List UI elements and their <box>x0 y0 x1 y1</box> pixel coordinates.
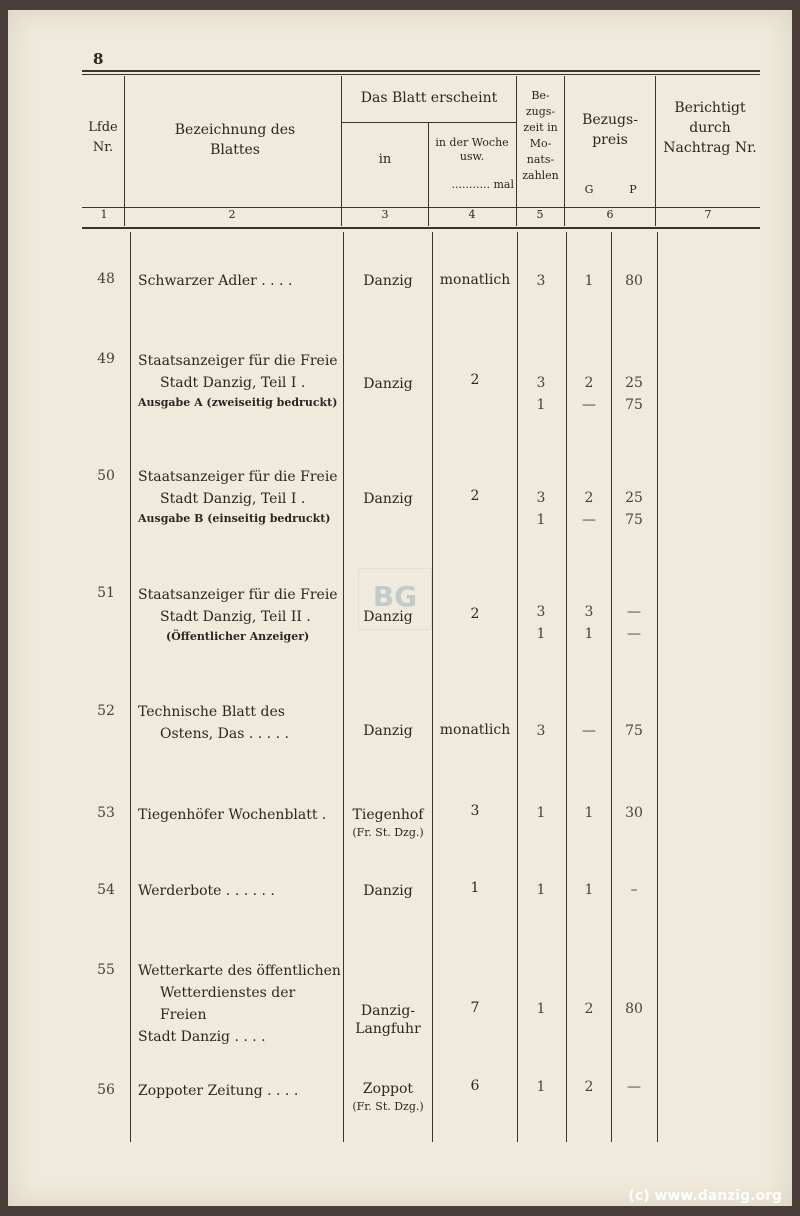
top-rule-thin <box>82 74 760 75</box>
row-nr: 51 <box>97 585 115 601</box>
column-number-5: 5 <box>536 208 544 221</box>
row-frequency: 1 <box>470 880 480 896</box>
header-col-line <box>124 76 125 226</box>
row-price-g: 1 <box>584 882 594 898</box>
column-number-1: 1 <box>100 208 108 221</box>
column-number-2: 2 <box>228 208 236 221</box>
row-price-g: 2 <box>584 1001 594 1017</box>
row-frequency: 2 <box>470 488 480 504</box>
header-col-line <box>516 76 517 226</box>
row-months: 3 1 <box>536 490 546 528</box>
library-stamp: BG <box>358 568 432 630</box>
row-title: Werderbote . . . . . . <box>138 883 275 899</box>
row-place: Zoppot (Fr. St. Dzg.) <box>352 1081 424 1113</box>
header-lfde-nr: Lfde Nr. <box>88 120 118 155</box>
column-number-3: 3 <box>381 208 389 221</box>
row-frequency: 6 <box>470 1078 480 1094</box>
row-price-g: 3 1 <box>584 604 594 642</box>
page-number: 8 <box>93 50 104 68</box>
row-title: Tiegenhöfer Wochenblatt . <box>138 807 327 823</box>
row-price-p: 30 <box>625 805 643 821</box>
header-mal: ........... mal <box>451 178 514 191</box>
row-place: Tiegenhof (Fr. St. Dzg.) <box>352 807 424 839</box>
row-title: Technische Blatt des Ostens, Das . . . . . <box>138 704 289 742</box>
row-price-p: 80 <box>625 1001 643 1017</box>
header-bezugszeit: Be-zugs-zeit in Mo-nats-zahlen <box>522 89 559 182</box>
row-title: Wetterkarte des öffentlichen Wetterdienstes der Freien Stadt Danzig . . . . <box>138 963 341 1045</box>
column-number-6: 6 <box>606 208 614 221</box>
row-months: 1 <box>536 1001 546 1017</box>
header-col-line <box>428 122 429 226</box>
row-nr: 49 <box>97 351 115 367</box>
row-place: Danzig <box>363 273 413 289</box>
header-berichtigt: Berichtigt durch Nachtrag Nr. <box>663 100 757 156</box>
row-months: 1 <box>536 805 546 821</box>
header-col-line <box>341 76 342 226</box>
row-title: Staatsanzeiger für die Freie Stadt Danzig, Teil I . Ausgabe B (einseitig bedruckt) <box>138 469 338 525</box>
row-nr: 52 <box>97 703 115 719</box>
row-title: Staatsanzeiger für die Freie Stadt Danzig, Teil II . (Öffentlicher Anzeiger) <box>138 587 338 643</box>
row-price-g: 1 <box>584 805 594 821</box>
row-frequency: 2 <box>470 372 480 388</box>
row-months: 3 <box>536 723 546 739</box>
row-frequency: monatlich <box>439 272 511 288</box>
row-place: Danzig- Langfuhr <box>355 1003 421 1037</box>
row-nr: 53 <box>97 805 115 821</box>
row-title: Staatsanzeiger für die Freie Stadt Danzig, Teil I . Ausgabe A (zweiseitig bedruckt) <box>138 353 338 409</box>
row-place: Danzig <box>363 376 413 392</box>
row-title: Schwarzer Adler . . . . <box>138 273 293 289</box>
header-g: G <box>584 183 594 196</box>
header-bezugspreis: Bezugs-preis <box>582 112 638 148</box>
row-price-g: — <box>582 723 596 739</box>
row-price-g: 2 — <box>582 375 596 413</box>
header-bezeichnung: Bezeichnung des Blattes <box>174 122 296 158</box>
row-place: Danzig <box>363 883 413 899</box>
row-place: Danzig <box>363 609 413 625</box>
row-price-p: 80 <box>625 273 643 289</box>
header-bottom-line <box>82 207 760 208</box>
row-price-g: 1 <box>584 273 594 289</box>
row-nr: 55 <box>97 962 115 978</box>
row-place: Danzig <box>363 723 413 739</box>
header-col-line <box>655 76 656 226</box>
row-title: Zoppoter Zeitung . . . . <box>138 1083 299 1099</box>
row-months: 3 1 <box>536 604 546 642</box>
row-months: 3 1 <box>536 375 546 413</box>
row-price-p: – <box>630 882 638 898</box>
row-months: 1 <box>536 882 546 898</box>
row-frequency: 7 <box>470 1000 480 1016</box>
top-rule <box>82 70 760 72</box>
row-months: 1 <box>536 1079 546 1095</box>
row-nr: 54 <box>97 882 115 898</box>
header-col-line <box>564 76 565 226</box>
row-price-p: — — <box>627 604 641 642</box>
row-frequency: 2 <box>470 606 480 622</box>
header-p: P <box>629 183 637 196</box>
row-frequency: monatlich <box>439 722 511 738</box>
row-price-p: 75 <box>625 723 643 739</box>
row-price-p: 25 75 <box>625 375 643 413</box>
row-nr: 56 <box>97 1082 115 1098</box>
column-number-4: 4 <box>468 208 476 221</box>
header-in-der-woche: in der Woche usw. <box>435 136 509 163</box>
row-nr: 50 <box>97 468 115 484</box>
column-number-rule <box>82 227 760 229</box>
row-price-p: 25 75 <box>625 490 643 528</box>
row-price-p: — <box>627 1079 641 1095</box>
column-number-7: 7 <box>704 208 712 221</box>
row-months: 3 <box>536 273 546 289</box>
row-place: Danzig <box>363 491 413 507</box>
header-erscheint: Das Blatt erscheint <box>360 90 498 106</box>
body-col-line <box>130 232 131 1142</box>
header-in: in <box>378 152 392 167</box>
row-nr: 48 <box>97 271 115 287</box>
row-price-g: 2 <box>584 1079 594 1095</box>
watermark-text: (c) www.danzig.org <box>628 1188 782 1204</box>
row-frequency: 3 <box>470 803 480 819</box>
row-price-g: 2 — <box>582 490 596 528</box>
body-col-line <box>657 232 658 1142</box>
